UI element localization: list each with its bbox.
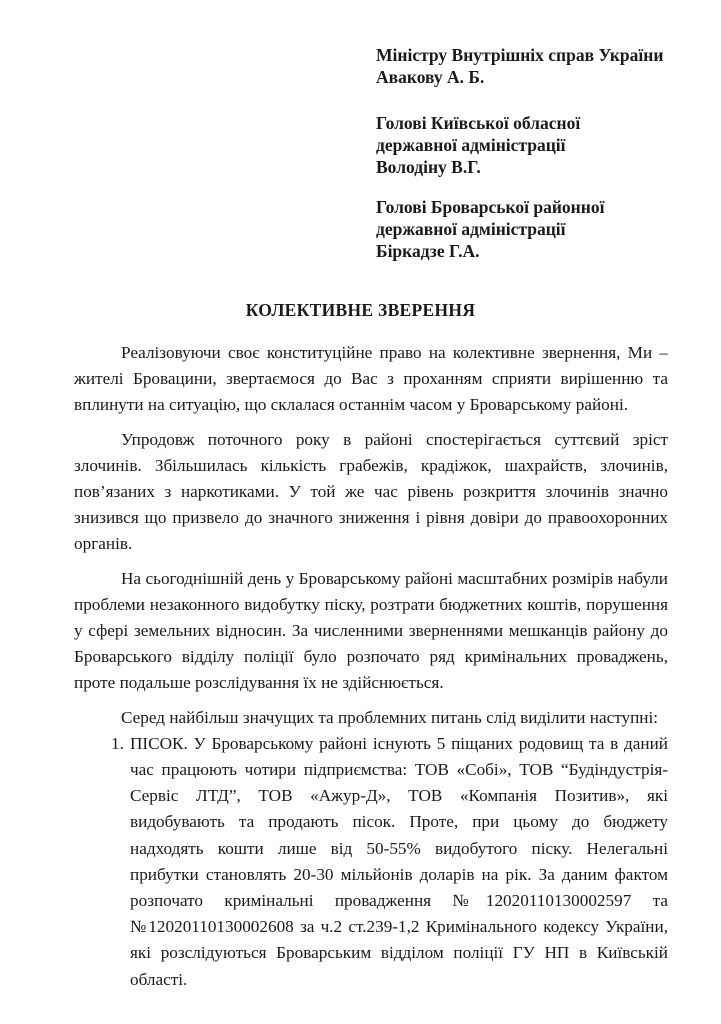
addressee-line: державної адміністрації: [376, 135, 566, 155]
addressee-oblast-head: [376, 112, 580, 178]
list-item-number: 1.: [111, 733, 124, 753]
letter-body: [74, 340, 668, 993]
addressee-district-head: [376, 196, 604, 262]
body-paragraph: Упродовж поточного року в районі спостерігається суттєвий зріст злочинів. Збільшилась кількість грабежів, крадіжок, шахрайств, злочинів, пов’язаних з наркотиками. У той же час рівень розкриття злочинів значно знизився що призвело до значного зниження і рівня довіри до правоохоронних органів.: [74, 429, 668, 554]
list-item-text: ПІСОК. У Броварському районі існують 5 піщаних родовищ та в даний час працюють чотири підприємства: ТОВ «Собі», ТОВ “Будіндустрія-Сервіс ЛТД”, ТОВ «Ажур-Д», ТОВ «Компанія Позитив», які видобувають та продають пісок. Проте, при цьому до бюджету надходять кошти лише від 50-55% видобутого піску. Нелегальні прибутки становлять 20-30 мільйонів доларів на рік. За даним фактом розпочато кримінальні провадження №12020110130002597 та №12020110130002608 за ч.2 ст.239-1,2 Кримінального кодексу України, які розслідуються Броварським відділом поліції ГУ НП в Київській області.: [130, 733, 668, 989]
document-title: КОЛЕКТИВНЕ ЗВЕРЕННЯ: [245, 300, 476, 320]
addressee-line: Міністру Внутрішніх справ України: [376, 45, 664, 65]
list-lead-text: Серед найбільш значущих та проблемних питань слід виділити наступні:: [121, 707, 659, 727]
addressee-line: державної адміністрації: [376, 219, 566, 239]
addressee-line: Володіну В.Г.: [376, 157, 481, 177]
addressee-line: Голові Київської обласної: [376, 113, 581, 133]
addressee-line: Біркадзе Г.А.: [376, 241, 480, 261]
body-paragraph: На сьогоднішній день у Броварському районі масштабних розмірів набули проблеми незаконного видобутку піску, розтрати бюджетних коштів, порушення у сфері земельних відносин. За численними зверненнями мешканців району до Броварського відділу поліції було розпочато ряд кримінальних проваджень, проте подальше розслідування їх не здійснюється.: [74, 568, 668, 693]
list-item: [74, 731, 668, 993]
body-paragraph: Реалізовуючи своє конституційне право на колективне звернення, Ми – жителі Бровацини, звертаємося до Вас з проханням сприяти вирішенню та вплинути на ситуацію, що склалася останнім часом у Броварському районі.: [74, 343, 668, 415]
addressee-line: Авакову А. Б.: [376, 67, 485, 87]
addressee-minister: [376, 44, 663, 88]
addressee-line: Голові Броварської районної: [376, 197, 605, 217]
